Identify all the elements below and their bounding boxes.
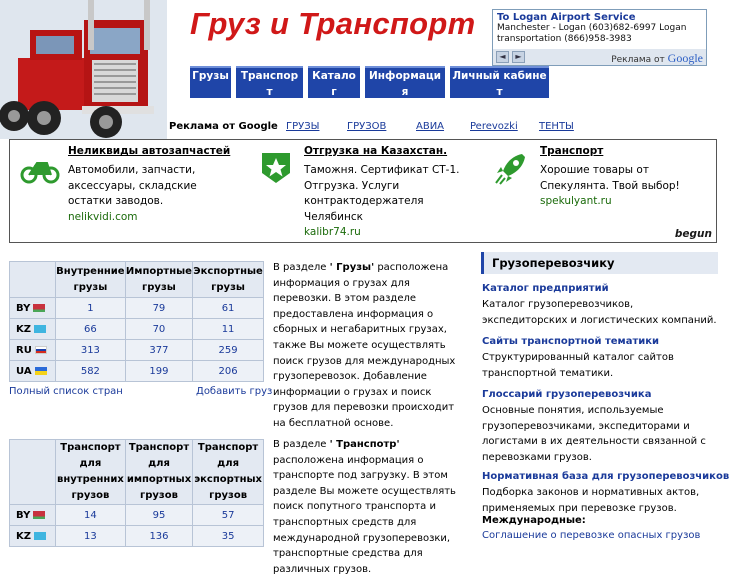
column-header: Транспорт для внутренних грузов	[56, 440, 126, 505]
flag-by-icon	[33, 304, 45, 312]
country-code: BY	[16, 509, 31, 521]
cargo-description	[273, 260, 466, 432]
transport-stats-table	[9, 439, 264, 547]
tab-cargo[interactable]: Грузы	[190, 66, 231, 98]
international-label: Международные:	[482, 515, 586, 526]
desc-prefix: В разделе	[273, 439, 330, 450]
sidebar-text: Структурированный каталог сайтов транспортной тематики.	[482, 352, 674, 379]
regulations-link[interactable]: Нормативная база для грузоперевозчиков	[482, 471, 729, 482]
full-country-list-link[interactable]: Полный список стран	[9, 386, 123, 397]
country-code: KZ	[16, 530, 31, 542]
ad-footer	[493, 49, 706, 65]
google-logo: Google	[667, 51, 703, 65]
google-ads-strip	[167, 120, 589, 136]
value-cell[interactable]: 313	[56, 340, 126, 361]
right-sidebar	[481, 252, 729, 541]
value-cell[interactable]: 13	[56, 526, 126, 547]
begun-logo[interactable]: begun	[674, 228, 712, 240]
ad-next-button[interactable]: ►	[512, 51, 525, 63]
table-row	[10, 340, 264, 361]
value-cell[interactable]: 14	[56, 505, 126, 526]
value-cell[interactable]: 206	[193, 361, 264, 382]
ads-link-tenty[interactable]: ТЕНТЫ	[539, 121, 574, 132]
begun-ad-text	[68, 163, 243, 225]
ads-strip-label: Реклама от Google	[169, 121, 278, 132]
desc-body: расположена информация о грузах для перевозки. В этом разделе предоставлена информация о сборных и негабаритных грузах, также Вы можете осуществлять поиск грузов для международных грузоперевозок. Добавление информации о грузах и поиск грузов для перевозки происходит на бесплатной основе.	[273, 262, 456, 429]
country-code: KZ	[16, 323, 31, 335]
column-header: Транспорт для импортных грузов	[125, 440, 192, 505]
catalog-link[interactable]: Каталог предприятий	[482, 283, 609, 294]
google-ad-box[interactable]	[492, 9, 707, 66]
table-corner-cell	[10, 440, 56, 505]
country-code: UA	[16, 365, 32, 377]
table-header-row	[10, 262, 264, 298]
ad-title[interactable]: To Logan Airport Service	[497, 12, 636, 23]
value-cell[interactable]: 57	[193, 505, 264, 526]
begun-ad-url[interactable]: kalibr74.ru	[304, 226, 361, 238]
flag-kz-icon	[34, 325, 46, 333]
begun-ad-block	[9, 139, 717, 243]
ads-link-gruzy[interactable]: ГРУЗЫ	[286, 121, 320, 132]
ad-by-google[interactable]	[611, 51, 703, 66]
country-cell	[10, 361, 56, 382]
tab-catalog[interactable]: Каталог	[308, 66, 360, 98]
value-cell[interactable]: 582	[56, 361, 126, 382]
table-row	[10, 505, 264, 526]
column-header: Экспортные грузы	[193, 262, 264, 298]
value-cell[interactable]: 79	[125, 298, 192, 319]
value-cell[interactable]: 136	[125, 526, 192, 547]
value-cell[interactable]: 61	[193, 298, 264, 319]
value-cell[interactable]: 259	[193, 340, 264, 361]
cargo-stats-table	[9, 261, 264, 382]
table-row	[10, 361, 264, 382]
site-title[interactable]: Груз и Транспорт	[190, 6, 476, 41]
truck-logo-image	[0, 0, 167, 139]
value-cell[interactable]: 35	[193, 526, 264, 547]
value-cell[interactable]: 95	[125, 505, 192, 526]
begun-ad-body: Таможня. Сертификат СТ-1. Отгрузка. Услуги контрактодержателя Челябинск	[304, 164, 460, 223]
begun-ad-text	[540, 163, 715, 210]
table-corner-cell	[10, 262, 56, 298]
transport-sites-link[interactable]: Сайты транспортной тематики	[482, 336, 660, 347]
cargo-section-name: ' Грузы'	[329, 262, 375, 273]
country-cell	[10, 340, 56, 361]
tab-transport[interactable]: Транспорт	[236, 66, 303, 98]
value-cell[interactable]: 66	[56, 319, 126, 340]
rocket-icon	[492, 151, 532, 185]
country-cell	[10, 319, 56, 340]
sidebar-text: Подборка законов и нормативных актов, применяемых при перевозке грузов.	[482, 487, 700, 514]
flag-ru-icon	[35, 346, 47, 354]
ad-text: Manchester - Logan (603)682-6997 Logan transportation (866)958-3983	[497, 23, 687, 44]
dangerous-goods-link[interactable]: Соглашение о перевозке опасных грузов	[482, 530, 701, 541]
country-cell	[10, 526, 56, 547]
begun-ad-text	[304, 163, 479, 241]
ads-link-gruzov[interactable]: ГРУЗОВ	[347, 121, 387, 132]
flag-by-icon	[33, 511, 45, 519]
sidebar-text: Основные понятия, используемые грузоперевозчиками, экспедиторами и логистами в их деятельности связанной с перевозками грузов.	[482, 405, 706, 463]
flag-ua-icon	[35, 367, 47, 375]
value-cell[interactable]: 1	[56, 298, 126, 319]
column-header: Импортные грузы	[125, 262, 192, 298]
transport-description	[273, 437, 466, 577]
begun-ad-body: Хорошие товары от Спекулянта. Твой выбор!	[540, 164, 680, 192]
motorcycle-icon	[20, 151, 60, 185]
tab-information[interactable]: Информация	[365, 66, 445, 98]
sidebar-heading: Грузоперевозчику	[481, 252, 718, 274]
sidebar-text: Каталог грузоперевозчиков, экспедиторских и логистических компаний.	[482, 299, 717, 326]
country-code: BY	[16, 302, 31, 314]
begun-ad-body: Автомобили, запчасти, аксессуары, складские остатки заводов.	[68, 164, 197, 207]
ad-prev-button[interactable]: ◄	[496, 51, 509, 63]
desc-body: расположена информация о транспорте под загрузку. В этом разделе Вы можете осуществлять поиск попутного транспорта и транспортных средств для международной грузоперевозки, транспортные средства для различных грузов.	[273, 454, 456, 575]
star-badge-icon	[256, 151, 296, 185]
begun-ad-heading[interactable]: Отгрузка на Казахстан.	[304, 145, 448, 157]
value-cell[interactable]: 199	[125, 361, 192, 382]
ads-link-avia[interactable]: АВИА	[416, 121, 445, 132]
glossary-link[interactable]: Глоссарий грузоперевозчика	[482, 389, 652, 400]
table-row	[10, 526, 264, 547]
country-cell	[10, 298, 56, 319]
country-code: RU	[16, 344, 32, 356]
desc-prefix: В разделе	[273, 262, 330, 273]
ads-link-perevozki[interactable]: Perevozki	[470, 121, 518, 132]
begun-ad-heading[interactable]: Неликвиды автозапчастей	[68, 145, 231, 157]
transport-section-name: ' Транспотр'	[329, 439, 400, 450]
flag-kz-icon	[34, 532, 46, 540]
begun-ad-url[interactable]: nelikvidi.com	[68, 210, 138, 223]
begun-ad-url[interactable]: spekulyant.ru	[540, 195, 612, 207]
value-cell[interactable]: 377	[125, 340, 192, 361]
table-row	[10, 319, 264, 340]
tab-personal-cabinet[interactable]: Личный кабинет	[450, 66, 549, 98]
add-cargo-link[interactable]: Добавить груз	[196, 386, 273, 397]
column-header: Транспорт для экспортных грузов	[193, 440, 264, 505]
country-cell	[10, 505, 56, 526]
table-row	[10, 298, 264, 319]
ad-by-prefix: Реклама от	[611, 55, 665, 65]
value-cell[interactable]: 70	[125, 319, 192, 340]
value-cell[interactable]: 11	[193, 319, 264, 340]
begun-ad-heading[interactable]: Транспорт	[540, 145, 604, 157]
column-header: Внутренние грузы	[56, 262, 126, 298]
table-header-row	[10, 440, 264, 505]
